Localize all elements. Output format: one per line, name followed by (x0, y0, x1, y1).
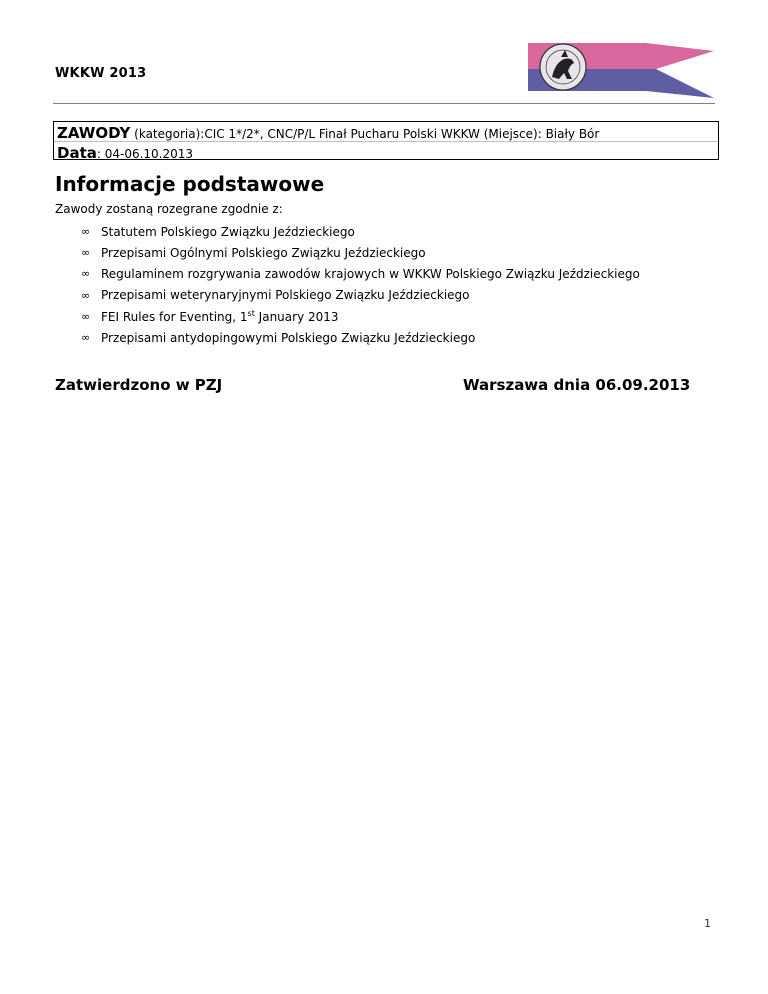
infinity-bullet-icon: ∞ (81, 288, 91, 302)
date-row (57, 143, 193, 162)
list-item (81, 263, 640, 284)
approval-date: Warszawa dnia 06.09.2013 (463, 376, 691, 394)
infinity-bullet-icon: ∞ (81, 267, 91, 281)
list-item-text: Statutem Polskiego Związku Jeździeckiego (101, 224, 355, 239)
emblem-pennant-icon (528, 41, 714, 98)
fei-date-text: January 2013 (254, 309, 339, 324)
event-row (57, 123, 599, 142)
list-item-text: Regulaminem rozgrywania zawodów krajowych w WKKW Polskiego Związku Jeździeckiego (101, 266, 640, 281)
info-box-divider (54, 141, 718, 142)
list-item-text: Przepisami weterynaryjnymi Polskiego Związku Jeździeckiego (101, 288, 470, 303)
page-number: 1 (704, 917, 711, 930)
event-info-box (53, 121, 719, 160)
approval-label: Zatwierdzono w PZJ (55, 376, 223, 394)
fei-rules-text: FEI Rules for Eventing, 1 (101, 309, 248, 324)
intro-text: Zawody zostaną rozegrane zgodnie z: (55, 202, 283, 216)
header-divider (53, 103, 715, 104)
event-value: (kategoria):CIC 1*/2*, CNC/P/L Finał Pucharu Polski WKKW (Miejsce): Biały Bór (130, 127, 600, 141)
infinity-bullet-icon: ∞ (81, 225, 91, 239)
list-item-text: Przepisami Ogólnymi Polskiego Związku Jeździeckiego (101, 245, 426, 260)
event-label: ZAWODY (57, 124, 131, 142)
header-title: WKKW 2013 (55, 66, 147, 81)
infinity-bullet-icon: ∞ (81, 331, 91, 345)
ordinal-suffix: st (247, 308, 255, 318)
list-item (81, 327, 640, 348)
date-value: : 04-06.10.2013 (96, 147, 194, 161)
list-item (81, 285, 640, 306)
list-item-text: Przepisami antydopingowymi Polskiego Związku Jeździeckiego (101, 330, 476, 345)
list-item (81, 306, 640, 327)
date-label: Data (57, 144, 97, 162)
rules-list (81, 221, 640, 348)
infinity-bullet-icon: ∞ (81, 246, 91, 260)
infinity-bullet-icon: ∞ (81, 309, 91, 323)
list-item (81, 242, 640, 263)
list-item-text (101, 309, 339, 324)
section-heading: Informacje podstawowe (55, 172, 325, 196)
list-item (81, 221, 640, 242)
